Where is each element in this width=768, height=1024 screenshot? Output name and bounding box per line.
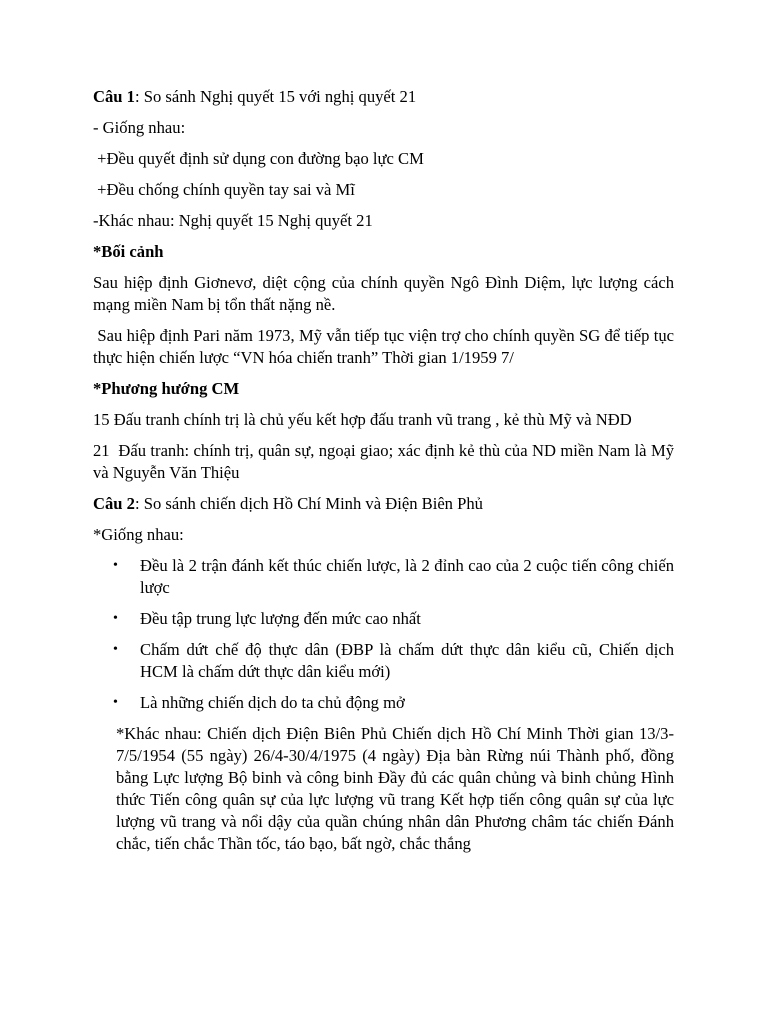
bullet-icon: • xyxy=(113,558,118,573)
q1-same-item-1: +Đều quyết định sử dụng con đường bạo lực CM xyxy=(93,149,424,168)
q1-direction-paragraph-1: 15 Đấu tranh chính trị là chủ yếu kết hợp đấu tranh vũ trang , kẻ thù Mỹ và NĐD xyxy=(93,410,632,429)
q1-context-paragraph-2: Sau hiệp định Pari năm 1973, Mỹ vẫn tiếp tục viện trợ cho chính quyền SG để tiếp tục thực hiện chiến lược “VN hóa chiến tranh” Thời gian 1/1959 7/ xyxy=(93,326,679,367)
list-item-text: Chấm dứt chế độ thực dân (ĐBP là chấm dứt thực dân kiểu cũ, Chiến dịch HCM là chấm dứt thực dân kiểu mới) xyxy=(140,640,674,681)
q2-label: Câu 2 xyxy=(93,494,135,513)
q1-title xyxy=(93,86,674,108)
list-item-text: Đều tập trung lực lượng đến mức cao nhất xyxy=(140,609,421,628)
q2-title-text: : So sánh chiến dịch Hồ Chí Minh và Điện Biên Phủ xyxy=(134,494,483,513)
q1-context-heading: *Bối cảnh xyxy=(93,242,164,261)
q1-same-heading: - Giống nhau: xyxy=(93,118,186,137)
q1-label: Câu 1 xyxy=(93,87,135,106)
q1-context-paragraph-1: Sau hiệp định Giơnevơ, diệt cộng của chính quyền Ngô Đình Diệm, lực lượng cách mạng miền Nam bị tổn thất nặng nề. xyxy=(93,273,674,314)
q1-title-text: : So sánh Nghị quyết 15 với nghị quyết 21 xyxy=(134,87,417,106)
q2-diff-paragraph: *Khác nhau: Chiến dịch Điện Biên Phủ Chiến dịch Hồ Chí Minh Thời gian 13/3-7/5/1954 (55 ngày) 26/4-30/4/1975 (4 ngày) Địa bàn Rừng núi Thành phố, đồng bằng Lực lượng Bộ binh và công binh Đầy đủ các quân chủng và binh chủng Hình thức Tiến công quân sự của lực lượng vũ trang Kết hợp tiến công quân sự của lực lượng vũ trang và nổi dậy của quần chúng nhân dân Phương châm tác chiến Đánh chắc, tiến chắc Thần tốc, táo bạo, bất ngờ, chắc thắng xyxy=(116,724,674,853)
list-item xyxy=(93,555,674,599)
bullet-icon: • xyxy=(113,611,118,626)
q1-diff-line: -Khác nhau: Nghị quyết 15 Nghị quyết 21 xyxy=(93,211,373,230)
list-item xyxy=(93,639,674,683)
list-item-text: Đều là 2 trận đánh kết thúc chiến lược, là 2 đỉnh cao của 2 cuộc tiến công chiến lược xyxy=(140,556,674,597)
q2-same-heading: *Giống nhau: xyxy=(93,525,184,544)
bullet-icon: • xyxy=(113,642,118,657)
list-item xyxy=(93,608,674,630)
q2-bullet-list xyxy=(93,555,674,714)
list-item-text: Là những chiến dịch do ta chủ động mở xyxy=(140,693,405,712)
bullet-icon: • xyxy=(113,695,118,710)
q2-title xyxy=(93,493,674,515)
document-page xyxy=(93,86,679,855)
q1-same-item-2: +Đều chống chính quyền tay sai và Mĩ xyxy=(93,180,355,199)
q1-direction-heading: *Phương hướng CM xyxy=(93,379,240,398)
list-item xyxy=(93,692,674,714)
q1-direction-paragraph-2: 21 Đấu tranh: chính trị, quân sự, ngoại giao; xác định kẻ thù của ND miền Nam là Mỹ và Nguyễn Văn Thiệu xyxy=(93,441,679,482)
